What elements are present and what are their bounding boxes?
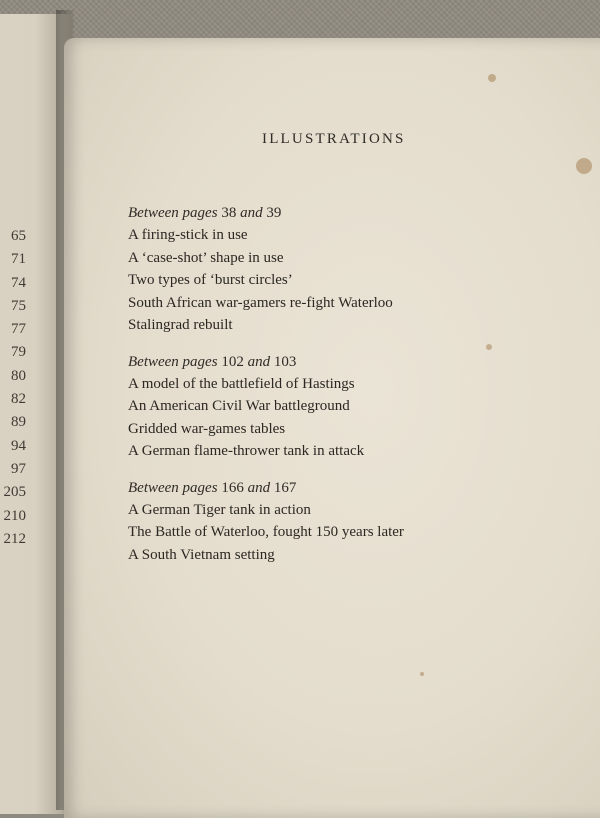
illustration-item: A firing-stick in use xyxy=(128,227,248,243)
illustration-items xyxy=(128,224,568,337)
illustration-item: The Battle of Waterloo, fought 150 years later xyxy=(128,524,404,540)
left-page-number: 65 xyxy=(11,228,26,244)
illustration-items xyxy=(128,373,568,463)
illustration-items xyxy=(128,499,568,567)
illustration-section xyxy=(128,202,568,337)
heading-prefix: Between pages xyxy=(128,205,218,221)
section-heading xyxy=(128,202,568,224)
left-page-number: 205 xyxy=(3,484,26,501)
illustration-item: Stalingrad rebuilt xyxy=(128,317,233,333)
left-page-number: 75 xyxy=(11,297,26,314)
left-page-number: 79 xyxy=(11,344,26,361)
heading-prefix: Between pages xyxy=(128,353,218,370)
page-number-start: 38 xyxy=(221,205,237,221)
heading-and: and xyxy=(240,205,263,221)
illustration-item: A South Vietnam setting xyxy=(128,546,275,563)
left-page-number: 71 xyxy=(11,251,26,268)
illustration-item: South African war-gamers re-fight Waterloo xyxy=(128,294,393,311)
foxing-spot xyxy=(420,672,424,676)
foxing-spot xyxy=(488,74,496,82)
illustrations-list xyxy=(128,202,568,580)
illustration-item: Two types of ‘burst circles’ xyxy=(128,272,293,288)
foxing-spot xyxy=(576,158,592,174)
section-heading xyxy=(128,351,568,373)
left-page-number: 210 xyxy=(3,507,26,524)
page-number-end: 103 xyxy=(273,353,297,370)
heading-and: and xyxy=(247,479,271,496)
illustration-section xyxy=(128,351,568,463)
left-page-number: 82 xyxy=(11,391,26,408)
page-number-end: 167 xyxy=(273,479,297,496)
illustration-item: An American Civil War battleground xyxy=(128,398,350,414)
illustration-item: Gridded war-games tables xyxy=(128,420,286,437)
left-page-number: 77 xyxy=(11,321,26,338)
illustration-item: A German flame-thrower tank in attack xyxy=(128,443,365,459)
illustration-item: A German Tiger tank in action xyxy=(128,501,311,518)
illustration-section xyxy=(128,477,568,567)
page-title: ILLUSTRATIONS xyxy=(262,131,406,147)
left-page-number: 212 xyxy=(3,530,26,547)
illustration-item: A model of the battlefield of Hastings xyxy=(128,375,355,392)
page-number-end: 39 xyxy=(266,205,282,221)
illustration-item: A ‘case-shot’ shape in use xyxy=(128,249,284,266)
left-page-number: 94 xyxy=(11,437,26,454)
left-page-number: 74 xyxy=(11,274,26,291)
page-number-start: 166 xyxy=(221,479,244,496)
left-page-number: 89 xyxy=(11,414,26,431)
left-page-number: 80 xyxy=(11,367,26,384)
section-heading xyxy=(128,477,568,499)
heading-prefix: Between pages xyxy=(128,479,218,496)
left-page-number-column xyxy=(0,225,26,551)
page-number-start: 102 xyxy=(221,353,244,370)
left-page-number: 97 xyxy=(11,460,26,477)
heading-and: and xyxy=(247,353,271,370)
